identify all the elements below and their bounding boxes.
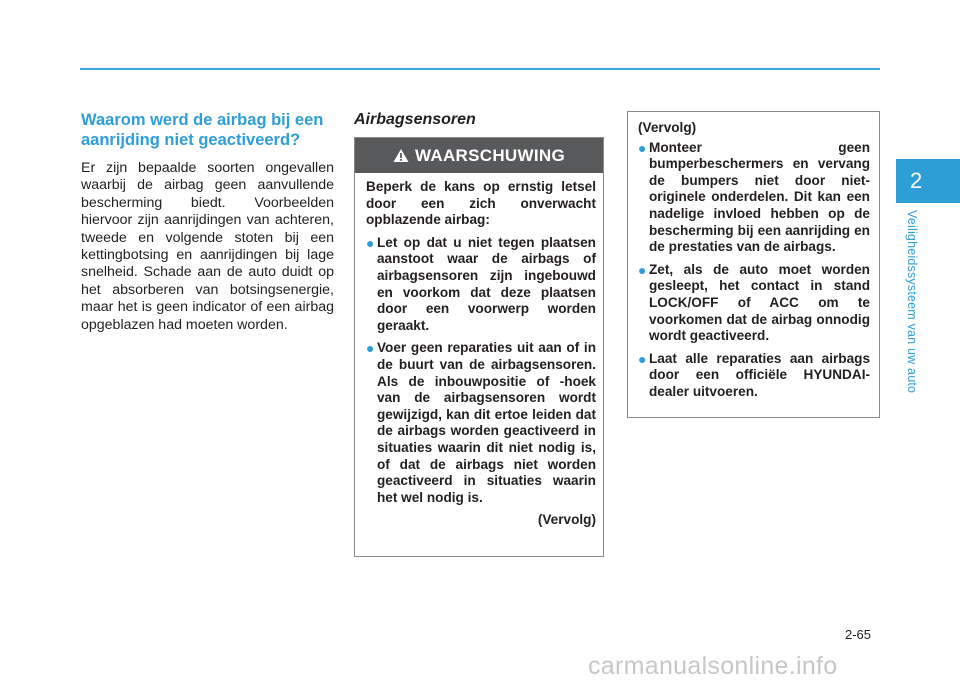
warning-intro: Beperk de kans op ernstig letsel door een zich onverwacht opblazende airbag: [366, 179, 596, 228]
list-item [638, 262, 870, 345]
section-body: Er zijn bepaalde soorten ongevallen waarbij de airbag geen aanvullende bescherming biedt. Voorbeelden hiervoor zijn aanrijdingen van achteren, tweede en volgende stoten bij een kettingbotsing en aanrijdingen bij lage snelheid. Schade aan de auto duidt op het absorberen van botsingsenergie, maar het is geen indicator of een airbag opgeblazen had moeten worden. [81, 160, 334, 333]
warning-triangle-icon [393, 148, 409, 163]
bullet-icon: ● [638, 261, 647, 278]
warning-body [355, 173, 603, 529]
page-number: 2-65 [845, 627, 872, 642]
warning-box [354, 137, 604, 557]
bullet-icon: ● [638, 350, 647, 367]
watermark: carmanualsonline.info [588, 652, 838, 680]
continuation-label: (Vervolg) [638, 120, 697, 135]
warning-header [355, 138, 603, 173]
continued-label: (Vervolg) [537, 512, 596, 528]
list-item-text: Let op dat u niet tegen plaatsen aanstoot waar de airbags of airbagsensoren zijn ingebouwd en voorkom dat deze plaatsen door een voorwerp worden geraakt. [377, 234, 596, 333]
bullet-icon: ● [366, 234, 375, 251]
list-item-text: Monteer geen bumperbeschermers en vervang de bumpers niet door niet-originele onderdelen. Dit kan een nadelige invloed hebben op de bescherming bij een aanrijding en de prestaties van de airbags. [649, 139, 870, 255]
bullet-icon: ● [638, 139, 647, 156]
list-item [638, 140, 870, 256]
top-rule [80, 68, 880, 70]
list-item [366, 340, 596, 506]
section-heading: Waarom werd de airbag bij een aanrijding niet geactiveerd? [81, 111, 324, 149]
subheading-airbagsensoren: Airbagsensoren [354, 111, 476, 128]
list-item [366, 235, 596, 335]
list-item [638, 351, 870, 401]
list-item-text: Laat alle reparaties aan airbags door een officiële HYUNDAI-dealer uitvoeren. [649, 350, 870, 399]
chapter-number: 2 [910, 168, 923, 193]
bullet-icon: ● [366, 340, 375, 357]
chapter-title: Veiligheidssysteem van uw auto [905, 210, 919, 394]
chapter-tab [896, 159, 960, 203]
left-column [81, 110, 334, 334]
continuation-box [627, 111, 880, 418]
warning-title: WAARSCHUWING [415, 145, 565, 165]
continuation-list [638, 140, 870, 401]
list-item-text: Voer geen reparaties uit aan of in de buurt van de airbagsensoren. Als de inbouwpositie of -hoek van de airbagsensoren wordt gewijzigd, kan dit ertoe leiden dat de airbags worden geactiveerd in situaties waarin dit niet nodig is, of dat de airbags niet worden geactiveerd in situaties waarin het wel nodig is. [377, 340, 596, 505]
warning-list [366, 235, 596, 507]
list-item-text: Zet, als de auto moet worden gesleept, het contact in stand LOCK/OFF of ACC om te voorkomen dat de airbag onnodig wordt geactiveerd. [649, 261, 870, 344]
